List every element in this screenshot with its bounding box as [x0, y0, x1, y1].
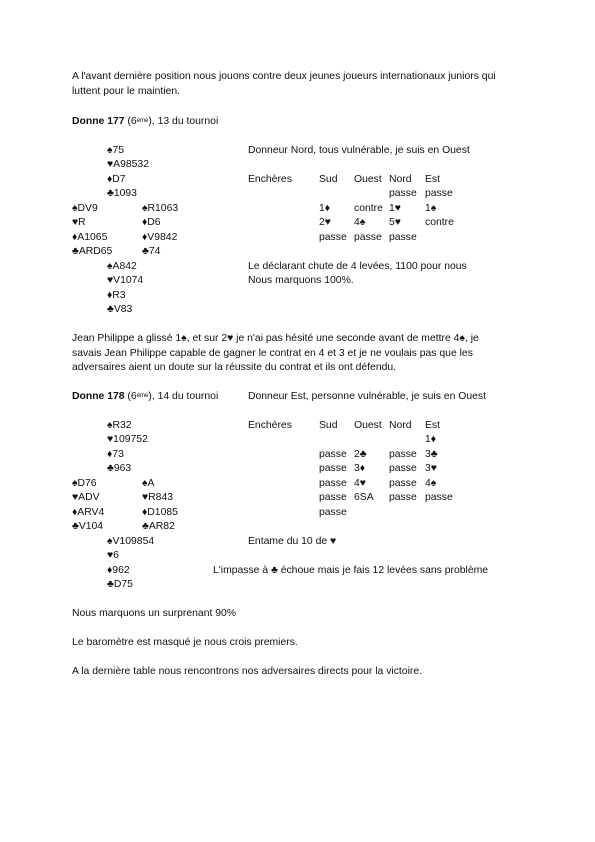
closing-paragraph-1: Nous marquons un surprenant 90% — [72, 608, 237, 619]
hand-177-north-spades: ♠75 — [107, 145, 125, 156]
bid-178-r3-nord: passe — [389, 478, 417, 489]
commentary-177-line-2: savais Jean Philippe capable de gagner le contrat en 4 et 3 et je ne voulais pas que les — [72, 348, 473, 359]
deal-178-lead: Entame du 10 de ♥ — [248, 536, 337, 547]
deal-178-open: (6 — [124, 391, 137, 402]
bid-178-r0-est: 1♦ — [425, 434, 437, 445]
hand-178-west-clubs: ♣V104 — [72, 521, 104, 532]
hand-177-west-diamonds: ♦A1065 — [72, 232, 108, 243]
hand-177-west-clubs: ♣ARD65 — [72, 246, 113, 257]
hand-178-west-diamonds: ♦ARV4 — [72, 507, 105, 518]
bid-177-r1-est: 1♠ — [425, 203, 437, 214]
hand-177-east-spades: ♠R1063 — [142, 203, 179, 214]
bid-177-header-sud: Sud — [319, 174, 338, 185]
hand-177-north-hearts: ♥A98532 — [107, 159, 149, 170]
bid-177-header-nord: Nord — [389, 174, 412, 185]
bid-177-r2-sud: 2♥ — [319, 217, 331, 228]
bid-178-r4-ouest: 6SA — [354, 492, 374, 503]
bid-177-header-est: Est — [425, 174, 441, 185]
hand-177-east-diamonds: ♦V9842 — [142, 232, 178, 243]
deal-178-bidding-label: Enchères — [248, 420, 292, 431]
bid-178-header-sud: Sud — [319, 420, 338, 431]
hand-177-south-spades: ♠A842 — [107, 261, 137, 272]
hand-178-north-diamonds: ♦73 — [107, 449, 124, 460]
hand-178-east-clubs: ♣AR82 — [142, 521, 175, 532]
bid-178-r1-nord: passe — [389, 449, 417, 460]
deal-177-info: Donneur Nord, tous vulnérable, je suis en Ouest — [248, 145, 470, 156]
deal-177-open: (6 — [124, 116, 137, 127]
hand-177-north-clubs: ♣1093 — [107, 188, 137, 199]
deal-178-sup: ème — [136, 393, 149, 399]
hand-178-south-clubs: ♣D75 — [107, 579, 133, 590]
bid-178-header-est: Est — [425, 420, 441, 431]
bid-178-r4-sud: passe — [319, 492, 347, 503]
bid-178-header-ouest: Ouest — [354, 420, 382, 431]
bid-177-r1-sud: 1♦ — [319, 203, 331, 214]
bid-177-r1-nord: 1♥ — [389, 203, 401, 214]
bid-177-r3-sud: passe — [319, 232, 347, 243]
bid-178-r2-nord: passe — [389, 463, 417, 474]
bid-178-r5-sud: passe — [319, 507, 347, 518]
deal-177-heading — [72, 116, 218, 128]
hand-178-south-hearts: ♥6 — [107, 550, 119, 561]
hand-178-north-hearts: ♥109752 — [107, 434, 148, 445]
deal-178-note: L'impasse à ♣ échoue mais je fais 12 levées sans problème — [213, 565, 489, 576]
bid-177-r0-nord: passe — [389, 188, 417, 199]
deal-178-info: Donneur Est, personne vulnérable, je suis en Ouest — [248, 391, 486, 402]
commentary-177-line-3: adversaires aient un doute sur la réussite du contrat et ils ont défendu. — [72, 362, 397, 373]
deal-177-result-2: Nous marquons 100%. — [248, 275, 354, 286]
bid-178-header-nord: Nord — [389, 420, 412, 431]
bid-178-r1-sud: passe — [319, 449, 347, 460]
deal-177-sup: ème — [136, 118, 149, 124]
hand-177-west-spades: ♠DV9 — [72, 203, 98, 214]
bid-178-r4-est: passe — [425, 492, 453, 503]
bid-177-r1-ouest: contre — [354, 203, 383, 214]
bid-177-r2-nord: 5♥ — [389, 217, 401, 228]
hand-178-east-spades: ♠A — [142, 478, 155, 489]
bid-177-r3-ouest: passe — [354, 232, 382, 243]
bid-178-r3-ouest: 4♥ — [354, 478, 366, 489]
hand-178-south-spades: ♠V109854 — [107, 536, 155, 547]
bid-177-header-ouest: Ouest — [354, 174, 382, 185]
intro-line-2: luttent pour le maintien. — [72, 86, 181, 97]
hand-178-east-hearts: ♥R843 — [142, 492, 174, 503]
hand-178-east-diamonds: ♦D1085 — [142, 507, 178, 518]
hand-177-south-clubs: ♣V83 — [107, 304, 133, 315]
hand-177-east-clubs: ♣74 — [142, 246, 161, 257]
closing-paragraph-2: Le baromètre est masqué je nous crois premiers. — [72, 637, 298, 648]
bid-177-r2-ouest: 4♠ — [354, 217, 366, 228]
closing-paragraph-3: A la dernière table nous rencontrons nos adversaires directs pour la victoire. — [72, 666, 423, 677]
bid-177-r0-est: passe — [425, 188, 453, 199]
hand-178-north-clubs: ♣963 — [107, 463, 132, 474]
deal-177-rest: ), 13 du tournoi — [148, 116, 219, 127]
hand-177-south-hearts: ♥V1074 — [107, 275, 144, 286]
hand-178-north-spades: ♠R32 — [107, 420, 132, 431]
bid-178-r2-sud: passe — [319, 463, 347, 474]
deal-177-label: Donne 177 — [72, 116, 125, 127]
bid-177-r3-nord: passe — [389, 232, 417, 243]
deal-177-result-1: Le déclarant chute de 4 levées, 1100 pour nous — [248, 261, 467, 272]
bid-178-r1-est: 3♣ — [425, 449, 438, 460]
deal-178-rest: ), 14 du tournoi — [148, 391, 219, 402]
bid-178-r3-sud: passe — [319, 478, 347, 489]
bid-178-r2-est: 3♥ — [425, 463, 437, 474]
intro-line-1: A l'avant dernière position nous jouons contre deux jeunes joueurs internationaux juniors qui — [72, 71, 496, 82]
deal-177-bidding-label: Enchères — [248, 174, 292, 185]
hand-177-east-hearts: ♦D6 — [142, 217, 161, 228]
hand-178-west-hearts: ♥ADV — [72, 492, 100, 503]
bid-178-r1-ouest: 2♣ — [354, 449, 367, 460]
bid-178-r3-est: 4♠ — [425, 478, 437, 489]
deal-178-label: Donne 178 — [72, 391, 125, 402]
hand-177-south-diamonds: ♦R3 — [107, 290, 126, 301]
bid-178-r4-nord: passe — [389, 492, 417, 503]
bid-177-r2-est: contre — [425, 217, 454, 228]
hand-177-west-hearts: ♥R — [72, 217, 86, 228]
hand-177-north-diamonds: ♦D7 — [107, 174, 126, 185]
hand-178-south-diamonds: ♦962 — [107, 565, 130, 576]
commentary-177-line-1: Jean Philippe a glissé 1♠, et sur 2♥ je n'ai pas hésité une seconde avant de mettre 4♠, je — [72, 333, 479, 344]
hand-178-west-spades: ♠D76 — [72, 478, 97, 489]
bid-178-r2-ouest: 3♦ — [354, 463, 366, 474]
deal-178-heading — [72, 391, 218, 403]
